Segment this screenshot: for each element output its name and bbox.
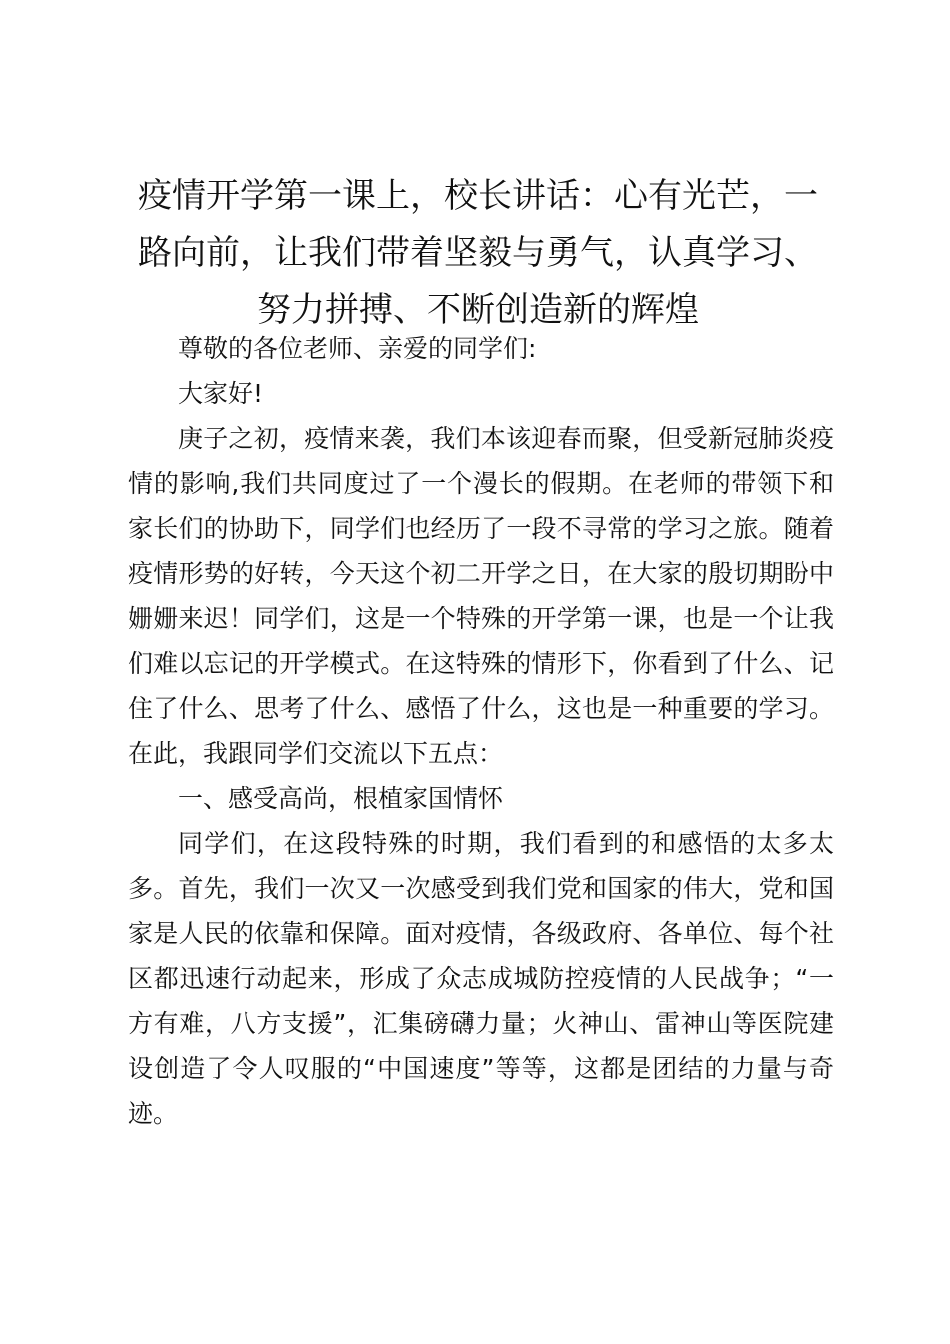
greeting: 大家好! bbox=[178, 379, 264, 408]
document-body bbox=[128, 326, 834, 1136]
paragraph-intro: 庚子之初，疫情来袭，我们本该迎春而聚，但受新冠肺炎疫情的影响,我们共同度过了一个漫长的假期。在老师的带领下和家长们的协助下，同学们也经历了一段不寻常的学习之旅。随着疫情形势的好转，今天这个初二开学之日，在大家的殷切期盼中姗姗来迟！同学们，这是一个特殊的开学第一课，也是一个让我们难以忘记的开学模式。在这特殊的情形下，你看到了什么、记住了什么、思考了什么、感悟了什么，这也是一种重要的学习。在此，我跟同学们交流以下五点： bbox=[128, 424, 834, 768]
section-heading: 一、感受高尚，根植家国情怀 bbox=[178, 784, 504, 813]
document-title: 疫情开学第一课上，校长讲话：心有光芒，一路向前，让我们带着坚毅与勇气，认真学习、努力拼搏、不断创造新的辉煌 bbox=[138, 176, 818, 330]
paragraph-section-1: 同学们，在这段特殊的时期，我们看到的和感悟的太多太多。首先，我们一次又一次感受到我们党和国家的伟大，党和国家是人民的依靠和保障。面对疫情，各级政府、各单位、每个社区都迅速行动起来，形成了众志成城防控疫情的人民战争；“一方有难，八方支援”，汇集磅礴力量；火神山、雷神山等医院建设创造了令人叹服的“中国速度”等等，这都是团结的力量与奇迹。 bbox=[128, 829, 834, 1128]
salutation: 尊敬的各位老师、亲爱的同学们: bbox=[178, 334, 537, 363]
